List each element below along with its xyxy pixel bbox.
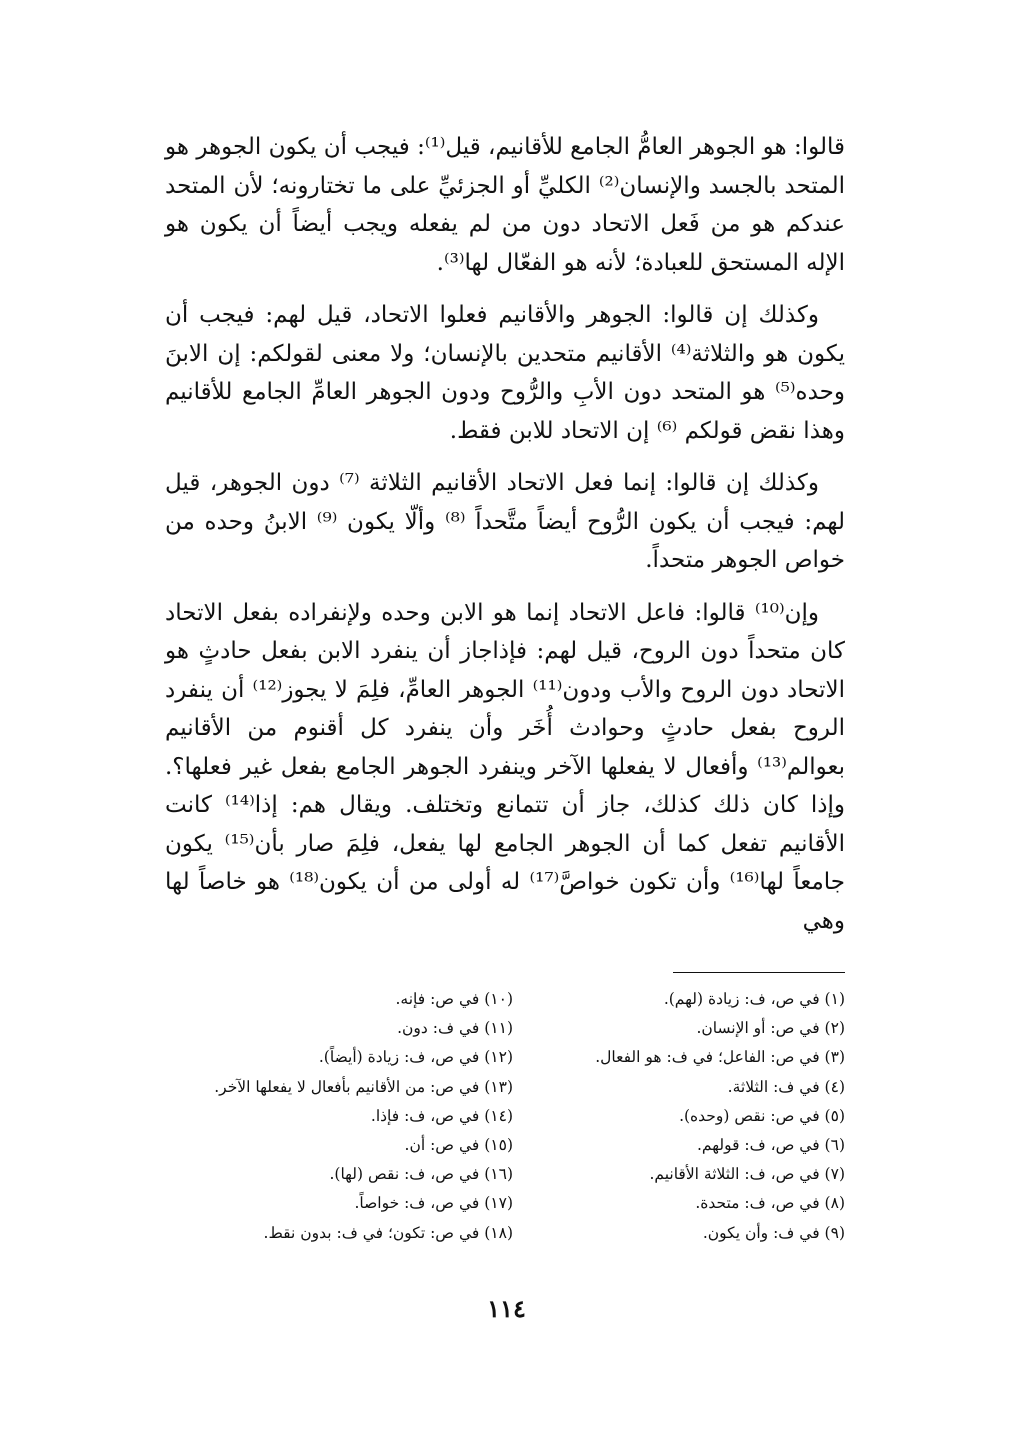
- footnote-8: (٨) في ص، ف: متحدة.: [695, 1194, 845, 1213]
- footnote-5: (٥) في ص: نقص (وحده).: [679, 1106, 845, 1125]
- footnotes-left-column: [153, 985, 513, 1248]
- footnote-17: (١٧) في ص، ف: خواصاً.: [354, 1194, 513, 1213]
- page-number: ١١٤: [487, 1294, 526, 1323]
- footnote-14: (١٤) في ص، ف: فإذا.: [370, 1106, 513, 1125]
- footnote-10: (١٠) في ص: فإنه.: [395, 990, 513, 1008]
- footnote-separator: [673, 972, 845, 973]
- footnote-11: (١١) في ف: دون.: [397, 1019, 513, 1038]
- footnote-3: (٣) في ص: الفاعل؛ في ف: هو الفعال.: [595, 1048, 845, 1067]
- paragraph-1: قالوا: هو الجوهر العامُّ الجامع للأقانيم، قيل⁽¹⁾: فيجب أن يكون الجوهر هو المتحد بالجسد والإنسان⁽²⁾ الكليِّ أو الجزئيِّ على ما تختارونه؛ لأن المتحد عندكم هو من فَعل الاتحاد دون من لم يفعله ويجب أيضاً أن يكون هو الإله المستحق للعبادة؛ لأنه هو الفعّال لها⁽³⁾.: [165, 134, 845, 276]
- footnote-13: (١٣) في ص: من الأقانيم بأفعال لا يفعلها الآخر.: [214, 1077, 513, 1096]
- footnote-12: (١٢) في ص، ف: زيادة (أيضاً).: [318, 1048, 513, 1067]
- footnote-6: (٦) في ص، ف: قولهم.: [696, 1136, 845, 1155]
- footnote-16: (١٦) في ص، ف: نقص (لها).: [329, 1165, 513, 1184]
- footnote-2: (٢) في ص: أو الإنسان.: [696, 1019, 845, 1038]
- footnote-4: (٤) في ف: الثلاثة.: [727, 1077, 845, 1096]
- paragraph-3: وكذلك إن قالوا: إنما فعل الاتحاد الأقانيم الثلاثة ⁽⁷⁾ دون الجوهر، قيل لهم: فيجب أن يكون الرُّوح أيضاً متَّحداً ⁽⁸⁾ وألّا يكون ⁽⁹⁾ الابنُ وحده من خواص الجوهر متحداً.: [165, 470, 845, 573]
- main-text: [165, 128, 845, 954]
- paragraph-2: وكذلك إن قالوا: الجوهر والأقانيم فعلوا الاتحاد، قيل لهم: فيجب أن يكون هو والثلاثة⁽⁴⁾ الأقانيم متحدين بالإنسان؛ ولا معنى لقولكم: إن الابنَ وحده⁽⁵⁾ هو المتحد دون الأبِ والرُّوح ودون الجوهر العامِّ الجامع للأقانيم وهذا نقض قولكم ⁽⁶⁾ إن الاتحاد للابن فقط.: [165, 302, 846, 444]
- footnote-1: (١) في ص، ف: زيادة (لهم).: [663, 990, 845, 1008]
- footnote-15: (١٥) في ص: أن.: [404, 1136, 513, 1155]
- footnote-18: (١٨) في ص: تكون؛ في ف: بدون نقط.: [263, 1223, 513, 1242]
- footnote-7: (٧) في ص، ف: الثلاثة الأقانيم.: [649, 1165, 845, 1184]
- footnotes-right-column: [525, 985, 845, 1248]
- footnote-9: (٩) في ف: وأن يكون.: [702, 1223, 845, 1242]
- paragraph-4: وإن⁽¹⁰⁾ قالوا: فاعل الاتحاد إنما هو الابن وحده ولإنفراده بفعل الاتحاد كان متحداً دون الروح، قيل لهم: فإذاجاز أن ينفرد الابن بفعل حادثٍ هو الاتحاد دون الروح والأب ودون⁽¹¹⁾ الجوهر العامِّ، فلِمَ لا يجوز⁽¹²⁾ أن ينفرد الروح بفعل حادثٍ وحوادث أُخَر وأن ينفرد كل أقنوم من الأقانيم بعوالم⁽¹³⁾ وأفعال لا يفعلها الآخر وينفرد الجوهر الجامع بفعل غير فعلها؟. وإذا كان ذلك كذلك، جاز أن تتمانع وتختلف. ويقال هم: إذا⁽¹⁴⁾ كانت الأقانيم تفعل كما أن الجوهر الجامع لها يفعل، فلِمَ صار بأن⁽¹⁵⁾ يكون جامعاً لها⁽¹⁶⁾ وأن تكون خواصَّ⁽¹⁷⁾ له أولى من أن يكون⁽¹⁸⁾ هو خاصاً لها وهي: [165, 599, 846, 934]
